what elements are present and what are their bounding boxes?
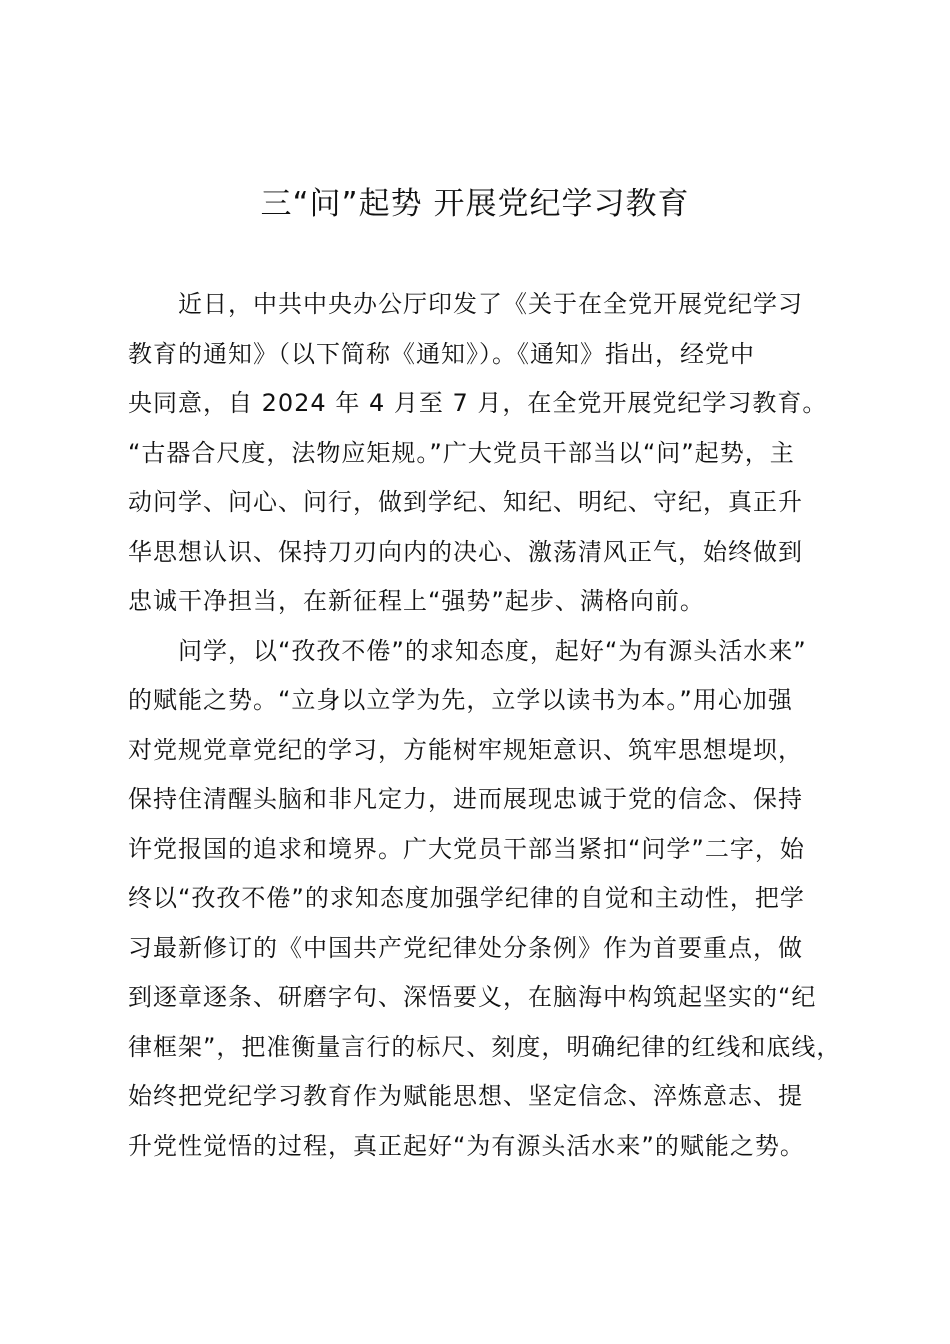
paragraph-line: 问学，以“孜孜不倦”的求知态度，起好“为有源头活水来” <box>178 636 807 665</box>
paragraph-line: 到逐章逐条、研磨字句、深悟要义，在脑海中构筑起坚实的“纪 <box>128 983 817 1011</box>
document-title: 三“问”起势 开展党纪学习教育 <box>260 186 690 222</box>
paragraph-line: 习最新修订的《中国共产党纪律处分条例》作为首要重点，做 <box>128 933 803 962</box>
paragraph-line: 央同意，自 2024 年 4 月至 7 月，在全党开展党纪学习教育。 <box>128 389 828 417</box>
paragraph-line: 终以“孜孜不倦”的求知态度加强学纪律的自觉和主动性，把学 <box>128 884 805 912</box>
paragraph-line: 华思想认识、保持刀刃向内的决心、激荡清风正气，始终做到 <box>128 537 803 566</box>
paragraph-line: 动问学、问心、问行，做到学纪、知纪、明纪、守纪，真正升 <box>128 488 803 516</box>
paragraph-line: 升党性觉悟的过程，真正起好“为有源头活水来”的赋能之势。 <box>128 1131 805 1160</box>
paragraph-line: 律框架”，把准衡量言行的标尺、刻度，明确纪律的红线和底线， <box>128 1032 842 1061</box>
paragraph-line: 近日，中共中央办公厅印发了《关于在全党开展党纪学习 <box>178 290 803 318</box>
paragraph-2 <box>128 627 840 1172</box>
paragraph-line: 的赋能之势。“立身以立学为先，立学以读书为本。”用心加强 <box>128 686 793 714</box>
paragraph-line: 许党报国的追求和境界。广大党员干部当紧扣“问学”二字，始 <box>128 834 805 863</box>
document-body <box>128 280 840 1171</box>
paragraph-line: 对党规党章党纪的学习，方能树牢规矩意识、筑牢思想堤坝， <box>128 735 803 764</box>
paragraph-1 <box>128 280 840 627</box>
paragraph-line: “古器合尺度，法物应矩规。”广大党员干部当以“问”起势，主 <box>128 438 795 467</box>
paragraph-line: 忠诚干净担当，在新征程上“强势”起步、满格向前。 <box>128 587 705 615</box>
paragraph-line: 保持住清醒头脑和非凡定力，进而展现忠诚于党的信念、保持 <box>128 785 803 813</box>
paragraph-line: 教育的通知》（以下简称《通知》）。《通知》指出，经党中 <box>128 339 755 368</box>
paragraph-line: 始终把党纪学习教育作为赋能思想、坚定信念、淬炼意志、提 <box>128 1082 803 1110</box>
